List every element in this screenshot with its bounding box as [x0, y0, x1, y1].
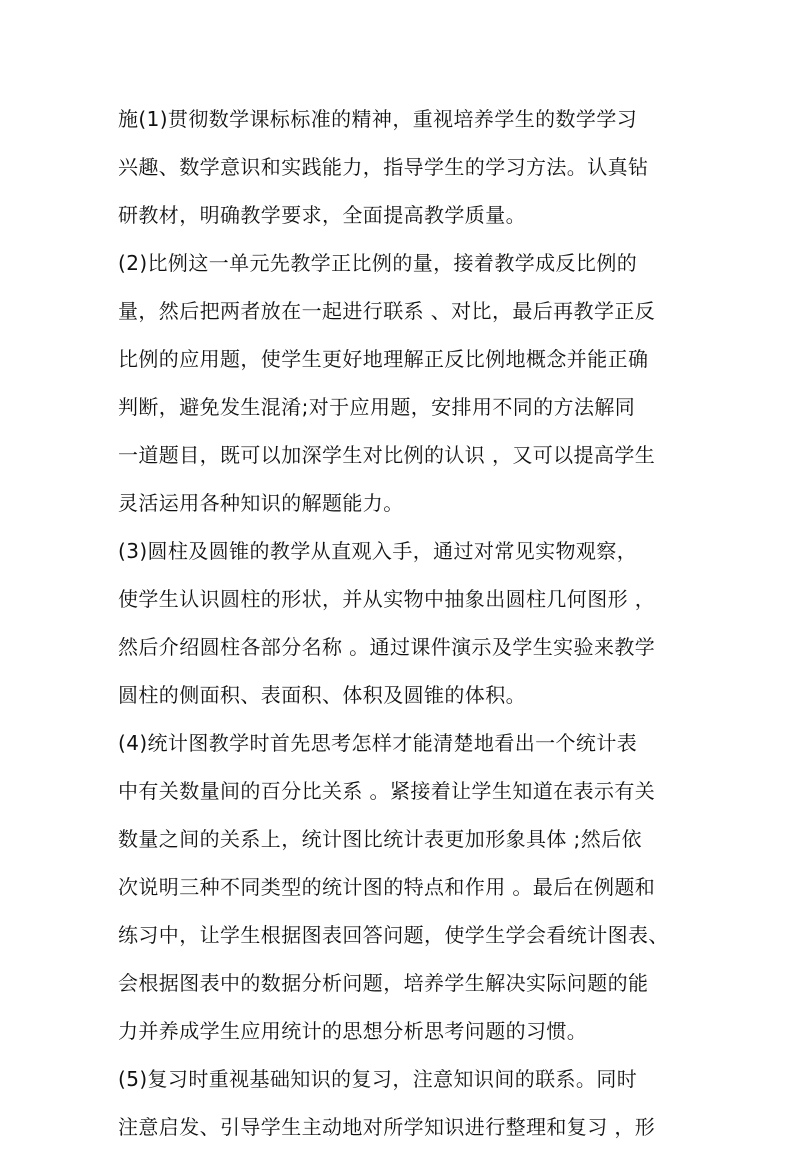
text-line: 灵活运用各种知识的解题能力。: [118, 491, 404, 515]
text-line: 研教材，明确教学要求，全面提高教学质量。: [118, 203, 526, 227]
text-line: 次说明三种不同类型的统计图的特点和作用 。最后在例题和: [118, 875, 656, 899]
document-body: [118, 95, 688, 1151]
text-line: 会根据图表中的数据分析问题，培养学生解决实际问题的能: [118, 971, 649, 995]
text-line: 然后介绍圆柱各部分名称 。通过课件演示及学生实验来教学: [118, 635, 656, 659]
text-line: 中有关数量间的百分比关系 。紧接着让学生知道在表示有关: [118, 779, 656, 803]
text-line: 判断，避免发生混淆;对于应用题，安排用不同的方法解同: [118, 395, 636, 419]
text-line: 施(1)贯彻数学课标标准的精神，重视培养学生的数学学习: [118, 107, 638, 131]
text-line: 使学生认识圆柱的形状，并从实物中抽象出圆柱几何图形 ，: [118, 587, 656, 611]
text-line: 数量之间的关系上，统计图比统计表更加形象具体 ;然后依: [118, 827, 642, 851]
text-line: (2)比例这一单元先教学正比例的量，接着教学成反比例的: [118, 251, 638, 275]
text-line: (4)统计图教学时首先思考怎样才能清楚地看出一个统计表: [118, 731, 638, 755]
text-line: 兴趣、数学意识和实践能力，指导学生的学习方法。认真钻: [118, 155, 649, 179]
text-line: 比例的应用题，使学生更好地理解正反比例地概念并能正确: [118, 347, 649, 371]
text-line: (5)复习时重视基础知识的复习，注意知识间的联系。同时: [118, 1067, 638, 1091]
text-line: 力并养成学生应用统计的思想分析思考问题的习惯。: [118, 1019, 588, 1043]
text-line: (3)圆柱及圆锥的教学从直观入手，通过对常见实物观察，: [118, 539, 638, 563]
text-line: 量，然后把两者放在一起进行联系 、对比，最后再教学正反: [118, 299, 656, 323]
text-line: 练习中，让学生根据图表回答问题，使学生学会看统计图表、: [118, 923, 669, 947]
text-line: 圆柱的侧面积、表面积、体积及圆锥的体积。: [118, 683, 526, 707]
text-line: 一道题目，既可以加深学生对比例的认识 ，又可以提高学生: [118, 443, 656, 467]
text-line: 注意启发、引导学生主动地对所学知识进行整理和复习 ，形: [118, 1115, 656, 1139]
